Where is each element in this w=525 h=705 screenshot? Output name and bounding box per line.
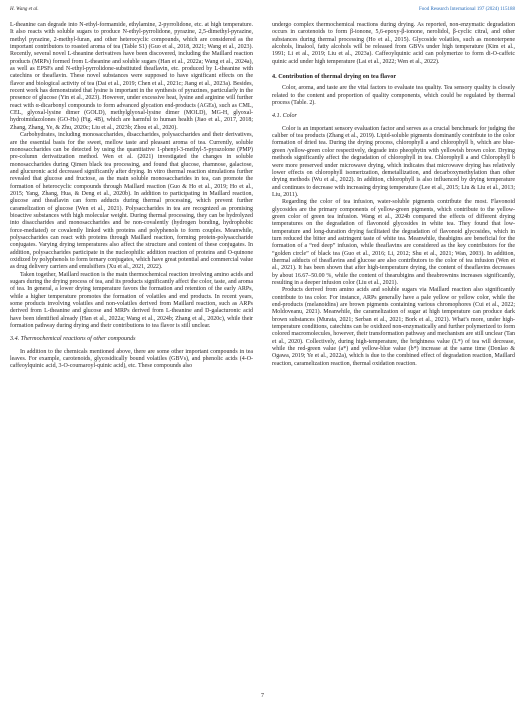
right-paragraph-2: Color, aroma, and taste are the vital factors to evaluate tea quality. Tea sensory quality is closely related to the content and proportion of quality components, which could be regulated by thermal process (Table. 2). — [272, 85, 515, 107]
subsection-heading-3-4: 3.4. Thermochemical reactions of other compounds — [10, 336, 136, 343]
left-paragraph-1: L-theanine can degrade into N-ethyl-formamide, ethylamine, 2-pyrrolidone, etc. at high temperature. It also reacts with soluble sugars to produce N-ethyl-pyrrolidone, pyrazine, 2,5-dimethyl-pyrazine, methyl pyrazine, 2-methyl-furan, and other heterocyclic compounds, which are considered as the important contributors to roasted aroma of tea (Table S1) (Guo et al., 2018, 2021; Wang et al., 2023). Recently, several novel L-theanine derivatives have been discovered, including the Maillard reaction products (MRPs) formed from L-theanine and soluble sugars (Han et al., 2022a; Wang et al., 2024a), as well as EPSFs and N-ethyl-pyrrolidone-substituted theaflavin, etc. produced by L-theanine with catechins or theaflavin. These novel substances were supposed to have significant effects on the flavor and biological activity of tea (Dai et al., 2019; Chen et al., 2021c; Jiang et al., 2023a). Besides, recent work has demonstrated that lysine is important in the synthesis of pyrazines, particularly in the presence of glucose (Yin et al., 2023). However, under excessive heat, lysine and arginine will further react with α-dicarbonyl compounds to form advanced glycation end-products (AGEs), such as CML, CEL, glyoxal-lysine dimer (GOLD), methylglyoxal-lysine dimer (MOLD), MG-H, glyoxal-hydroimidazolones (GO-Hs) (Fig. 4B), which are harmful to human health (Jiao et al., 2017, 2018; Zhang, Zhang, Ye, & Zhu, 2020c; Liu et al., 2023b; Zhou et al., 2020). — [10, 22, 253, 131]
running-header — [10, 7, 515, 17]
right-paragraph-1: undergo complex thermochemical reactions during drying. As reported, non-enzymatic degradation occurs in carotenoids to form β-ionone, 5,6-epoxy-β-ionone, nerolidol, β-cyclic citral, and other substances during thermal processing (Ho et al., 2015). Glycoside volatiles, such as monoterpene alcohols, linalool, fatty alcohols will be released from GBVs under high temperature (Kim et al., 1991; Li et al., 2019; Liu et al., 2023a). Caffeoylquinic acid can polymerize to form di-O-caffeic quinic acid under high temperature (Lai et al., 2022; Wen et al., 2022). — [272, 22, 515, 65]
left-paragraph-4: In addition to the chemicals mentioned above, there are some other important compounds in tea leaves. For example, carotenoids, glycosidically bound volatiles (GBVs), and phenolic acids (4-O-caffeoylquinic acid, 3-O-coumaroyl-quinic acid), etc. These compounds also — [10, 348, 253, 370]
left-paragraph-2: Carbohydrates, including monosaccharides, disaccharides, polysaccharides and their derivatives, are the essential basis for the sweet, mellow taste and pleasant aroma of tea. Currently, soluble monosaccharides can be detected by using the quantitative 1-phenyl-3-methyl-5-pyrazolone (PMP) pre-column derivatization method. Wen et al. (2021) investigated the changes in soluble monosaccharides during Qimen black tea processing, and found that glucose, rhamnose, galactose, and glucuronic acid decreased significantly after drying. In vitro thermal reaction simulations further revealed that glucose and fructose, as the main soluble monosaccharides in tea, can promote the formation of heterocyclic compounds through Maillard reaction (Guo & Ho et al., 2019; Ho et al., 2015; Yang, Zhang, Hua, & Deng et al., 2020b). In addition to participating in Maillard reaction, glucose and theaflavin can form adducts during thermal processing, which prevent further caramelization of glucose (Wen et al., 2021). Polysaccharides in tea are recognized as promising bioactive substances with high molecular weight. During thermal processing, they can be hydrolyzed into disaccharides and monosaccharides and be non-covalently (hydrogen bonding, hydrophobic force-mediated) or covalently linked with proteins and polyphenols to form couples. Meanwhile, polysaccharides can react with proteins through Maillard reaction, forming protein-polysaccharide conjugates. Varying drying temperatures also affect the structure and content of these conjugates. In addition, polysaccharides participate in the nucleophilic addition reaction of proteins and O-quinone oxidized by polyphenols to form ternary conjugates, which have great potential and commercial value as drug delivery carriers and emulsifiers (Xu et al., 2021, 2022). — [10, 132, 253, 271]
section-heading-4: 4. Contribution of thermal drying on tea flavor — [272, 73, 397, 81]
left-column — [10, 22, 253, 371]
header-journal: Food Research International 197 (2024) 115188 — [418, 7, 515, 12]
header-author: H. Wang et al. — [10, 7, 39, 12]
right-paragraph-5: Products derived from amino acids and soluble sugars via Maillard reaction also significantly contribute to tea color. For instance, ARPs generally have a pale yellow or yellow color, while the end-products (melanoidins) are brown pigments containing various chromophores (Cui et al., 2022; Moldoveanu, 2021). Meanwhile, the caramelization of sugar at high temperature can produce dark brown substances (Murata, 2021; Serban et al., 2021; Bork et al., 2021). What’s more, under high-temperature conditions, catechins can be oxidized non-enzymatically and further polymerized to form colored macromolecules, however, their transformation pathway and mechanism are still unclear (Tan et al., 2020). Collectively, during high-temperature, the brightness value (L*) of tea will decrease, while the red-green value (a*) and yellow-blue value (b*) increase at the same time (Donlao & Ogawa, 2019; Ye et al., 2022a), which is due to the combined effect of degradation reaction, Maillard reaction, caramelization reaction, thermal oxidation reaction. — [272, 287, 515, 367]
left-paragraph-3: Taken together, Maillard reaction is the main thermochemical reaction involving amino acids and sugars during the drying process of tea, and its products significantly affect the color, taste, and aroma of tea. In general, a lower drying temperature favors the formation and retention of the early ARPs, while a higher temperature promotes the formation of volatiles and end products. In recent years, some products involving volatiles and non-volatiles derived from Maillard reaction, such as ARPs derived from L-theanine and glucose and MRPs derived from L-theanine and D-galacturonic acid have been identified already (Han et al., 2022a; Wang et al., 2024b; Zhang et al., 2020c), while their formation pathway during drying and their contributions to tea flavor is still unclear. — [10, 271, 253, 330]
right-paragraph-3: Color is an important sensory evaluation factor and serves as a crucial benchmark for judging the caliber of tea products (Zhang et al., 2019). Lipid-soluble pigments dominantly contribute to the color formation of dried tea. During the drying process, chlorophyll a and chlorophyll b, which are blue-green /yellow-green color respectively, degrade into pheophytin with yellowish brown color. Drying methods significantly affect the degradation of chlorophyll in tea. Chlorophyll a and Chlorophyll b were more preserved under microwave drying, which indicates that microwave drying has relatively lower effects on chlorophyll isomerization, demetallization, and decarboxymethylation than other drying methods (Wu et al., 2022). In addition, chlorophyll is also influenced by drying temperature and continues to decrease with increasing drying temperature (Lee et al., 2015; Liu & Liu et al., 2013; Liu, 2011). — [272, 125, 515, 198]
right-paragraph-4: Regarding the color of tea infusion, water-soluble pigments contribute the most. Flavonoid glycosides are the primary components of yellow-green pigments, which contribute to the yellow-green color of green tea infusion. Wang et al., 2024b compared the effects of different drying temperatures on the degradation of flavonoid glycosides in white tea. They found that low-temperature and long-duration drying facilitated the degradation of flavonoid glycosides, which in turn reduced the bitter and astringent taste of white tea. Meanwhile, theabigins are beneficial for the formation of a “red deep” infusion, while theaflavins are considered as the key contributors for the “golden circle” of black tea (Guo et al., 2016; Li, 2012; Shu et al., 2021; Wan, 2003). In addition, thermal adducts of theaflavins and glucose are also contributors to the color of tea infusion (Wen et al., 2021). It has been shown that after high-temperature drying, the content of theaflavins decreases by about 16.67–50.00 %, while the content of thearubigins and theabrownins increases significantly, resulting in a deeper infusion color (Liu et al., 2021). — [272, 199, 515, 286]
page-number: 7 — [261, 693, 264, 699]
subsection-heading-4-1: 4.1. Color — [272, 113, 297, 120]
right-column — [272, 22, 515, 368]
